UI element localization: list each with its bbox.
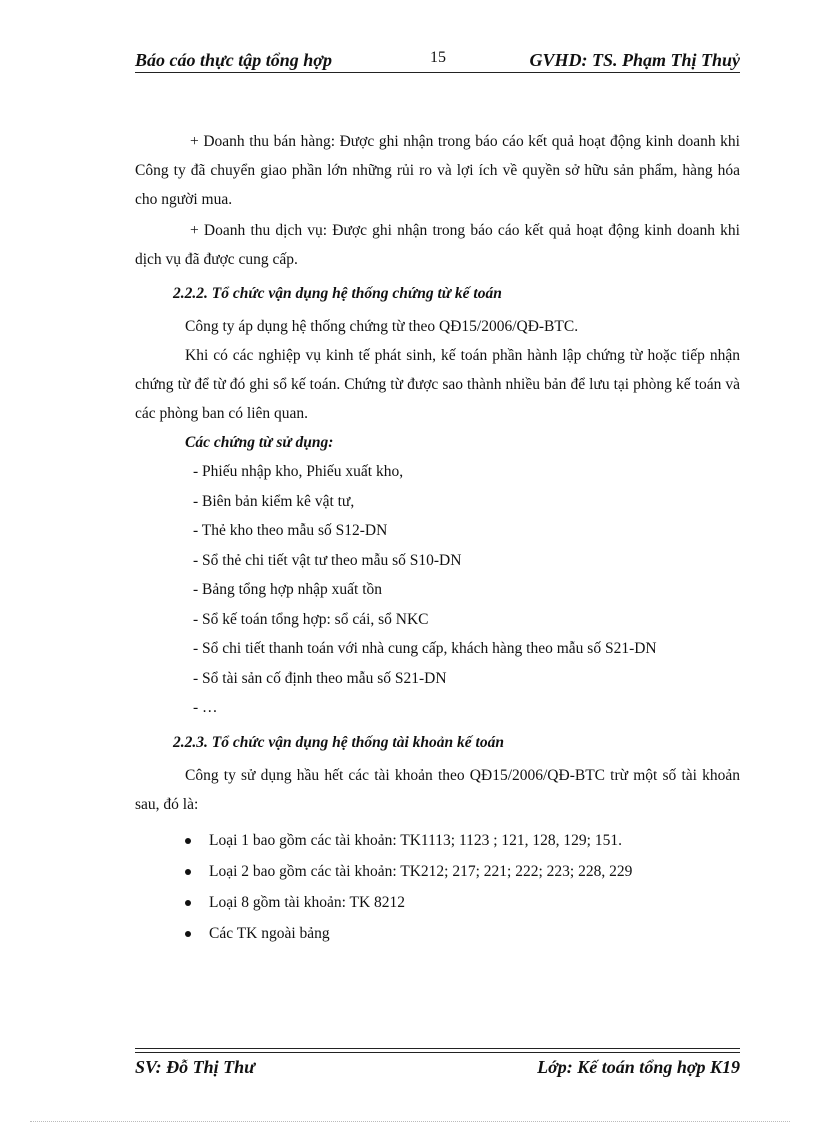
bullet-icon [185, 869, 191, 875]
header-report-title: Báo cáo thực tập tổng hợp [135, 50, 332, 70]
section-heading-documents: 2.2.2. Tổ chức vận dụng hệ thống chứng từ kế toán [173, 285, 502, 302]
list-item: - Sổ thẻ chi tiết vật tư theo mẫu số S10-DN [193, 551, 462, 569]
list-item [185, 887, 740, 918]
list-item-text: Loại 2 bao gồm các tài khoản: TK212; 217; 221; 222; 223; 228, 229 [209, 862, 633, 880]
paragraph-document-process: Khi có các nghiệp vụ kinh tế phát sinh, kế toán phần hành lập chứng từ hoặc tiếp nhận chứng từ để từ đó ghi sổ kế toán. Chứng từ được sao thành nhiều bản để lưu tại phòng kế toán và các phòng ban có liên quan. [135, 347, 740, 422]
page-header [135, 46, 740, 73]
footer-class: Lớp: Kế toán tổng hợp K19 [537, 1057, 740, 1077]
footer-student: SV: Đỗ Thị Thư [135, 1057, 255, 1077]
page-footer [135, 1048, 740, 1077]
list-item: - Phiếu nhập kho, Phiếu xuất kho, [193, 463, 404, 480]
list-item-text: Các TK ngoài bảng [209, 924, 330, 942]
footer-divider [135, 1052, 740, 1053]
documents-list [135, 457, 740, 723]
page-number: 15 [430, 49, 446, 66]
list-item: - Sổ tài sản cố định theo mẫu số S21-DN [193, 669, 447, 687]
list-item [185, 856, 740, 887]
list-item [185, 825, 740, 856]
list-item [185, 918, 740, 949]
bullet-icon [185, 838, 191, 844]
list-item: - Biên bản kiểm kê vật tư, [193, 492, 355, 510]
bullet-icon [185, 931, 191, 937]
page-bottom-border [30, 1121, 790, 1122]
list-item: - … [193, 699, 218, 716]
list-item: - Bảng tổng hợp nhập xuất tồn [193, 581, 383, 598]
list-item: - Thẻ kho theo mẫu số S12-DN [193, 522, 388, 539]
bullet-icon [185, 900, 191, 906]
header-supervisor: GVHD: TS. Phạm Thị Thuỷ [529, 50, 740, 70]
paragraph-service-revenue: + Doanh thu dịch vụ: Được ghi nhận trong báo cáo kết quả hoạt động kinh doanh khi dịch vụ đã được cung cấp. [135, 222, 740, 268]
page-body [135, 127, 740, 949]
documents-used-heading: Các chứng từ sử dụng: [185, 434, 334, 451]
list-item-text: Loại 1 bao gồm các tài khoản: TK1113; 1123 ; 121, 128, 129; 151. [209, 831, 622, 849]
list-item-text: Loại 8 gồm tài khoản: TK 8212 [209, 893, 406, 911]
list-item: - Sổ kế toán tổng hợp: sổ cái, sổ NKC [193, 610, 429, 628]
accounts-list [135, 825, 740, 949]
section-heading-accounts: 2.2.3. Tổ chức vận dụng hệ thống tài khoản kế toán [173, 733, 504, 751]
list-item: - Sổ chi tiết thanh toán với nhà cung cấp, khách hàng theo mẫu số S21-DN [193, 640, 657, 657]
paragraph-document-system: Công ty áp dụng hệ thống chứng từ theo QĐ15/2006/QĐ-BTC. [185, 318, 579, 335]
paragraph-sales-revenue: + Doanh thu bán hàng: Được ghi nhận trong báo cáo kết quả hoạt động kinh doanh khi Công ty đã chuyển giao phần lớn những rủi ro và lợi ích về quyền sở hữu sản phẩm, hàng hóa cho người mua. [135, 133, 740, 208]
paragraph-accounts: Công ty sử dụng hầu hết các tài khoản theo QĐ15/2006/QĐ-BTC trừ một số tài khoản sau, đó là: [135, 766, 740, 813]
